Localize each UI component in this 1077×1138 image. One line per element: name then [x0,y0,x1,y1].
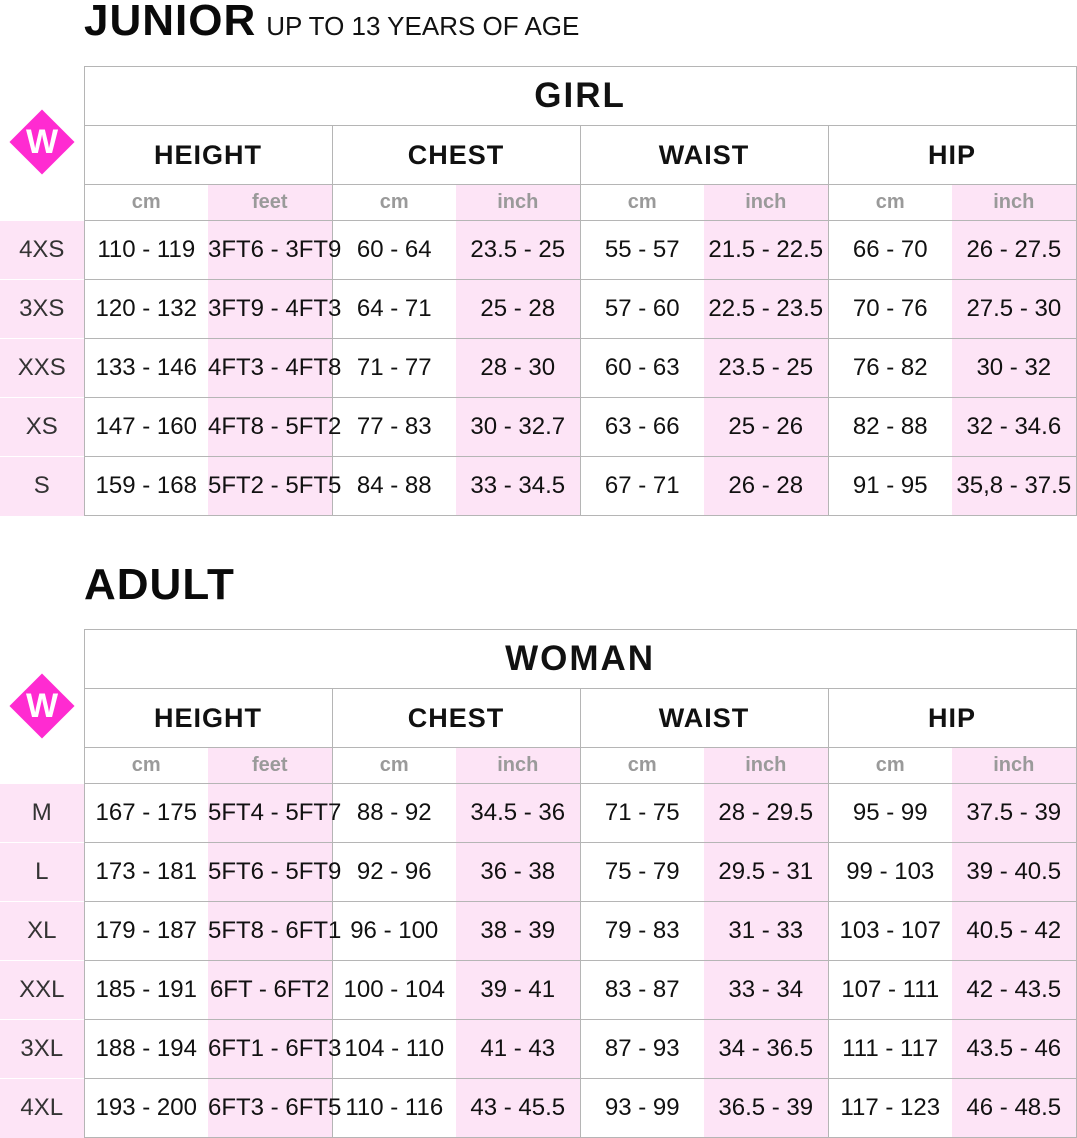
table-cell: 32 - 34.6 [952,398,1076,457]
table-cell: 34 - 36.5 [704,1020,828,1079]
gender-header: WOMAN [84,630,1076,689]
measure-hip: HIP [828,689,1076,748]
table-cell: 25 - 28 [456,280,580,339]
table-cell: 43 - 45.5 [456,1079,580,1138]
table-cell: 120 - 132 [84,280,208,339]
table-cell: 43.5 - 46 [952,1020,1076,1079]
table-row [0,784,1076,843]
size-label: 3XL [0,1020,84,1079]
size-label: XXL [0,961,84,1020]
gender-header: GIRL [84,67,1076,126]
unit-label: cm [580,748,704,784]
unit-label: cm [828,185,952,221]
table-cell: 83 - 87 [580,961,704,1020]
table-cell: 28 - 29.5 [704,784,828,843]
size-label: XL [0,902,84,961]
table-cell: 35,8 - 37.5 [952,457,1076,516]
table-cell: 167 - 175 [84,784,208,843]
table-row [0,339,1076,398]
adult-size-table [0,629,1077,1138]
table-cell: 96 - 100 [332,902,456,961]
table-cell: 70 - 76 [828,280,952,339]
table-cell: 29.5 - 31 [704,843,828,902]
gender-header-row [0,67,1076,126]
size-label: XS [0,398,84,457]
table-cell: 5FT8 - 6FT1 [208,902,332,961]
table-cell: 117 - 123 [828,1079,952,1138]
table-cell: 23.5 - 25 [704,339,828,398]
adult-rows [0,784,1076,1138]
unit-label: inch [704,748,828,784]
table-cell: 34.5 - 36 [456,784,580,843]
table-cell: 4FT8 - 5FT2 [208,398,332,457]
unit-label: inch [704,185,828,221]
table-row [0,221,1076,280]
size-label: XXS [0,339,84,398]
table-row [0,1079,1076,1138]
table-row [0,280,1076,339]
measure-hip: HIP [828,126,1076,185]
table-cell: 30 - 32.7 [456,398,580,457]
table-cell: 26 - 27.5 [952,221,1076,280]
unit-label: feet [208,748,332,784]
table-row [0,1020,1076,1079]
table-cell: 23.5 - 25 [456,221,580,280]
table-cell: 25 - 26 [704,398,828,457]
unit-label: feet [208,185,332,221]
measure-header-row [0,689,1076,748]
table-cell: 5FT4 - 5FT7 [208,784,332,843]
table-cell: 60 - 64 [332,221,456,280]
unit-label: cm [580,185,704,221]
table-cell: 40.5 - 42 [952,902,1076,961]
table-cell: 87 - 93 [580,1020,704,1079]
table-cell: 93 - 99 [580,1079,704,1138]
table-cell: 57 - 60 [580,280,704,339]
table-cell: 39 - 41 [456,961,580,1020]
table-cell: 31 - 33 [704,902,828,961]
unit-label: inch [456,748,580,784]
table-cell: 3FT9 - 4FT3 [208,280,332,339]
table-cell: 75 - 79 [580,843,704,902]
unit-header-row [0,748,1076,784]
table-cell: 63 - 66 [580,398,704,457]
table-cell: 99 - 103 [828,843,952,902]
table-cell: 3FT6 - 3FT9 [208,221,332,280]
size-label: S [0,457,84,516]
size-label: 3XS [0,280,84,339]
table-row [0,398,1076,457]
unit-label: inch [952,185,1076,221]
table-cell: 92 - 96 [332,843,456,902]
table-cell: 188 - 194 [84,1020,208,1079]
measure-waist: WAIST [580,126,828,185]
table-cell: 41 - 43 [456,1020,580,1079]
size-label: L [0,843,84,902]
table-cell: 185 - 191 [84,961,208,1020]
table-cell: 173 - 181 [84,843,208,902]
measure-waist: WAIST [580,689,828,748]
unit-label: cm [84,185,208,221]
table-cell: 66 - 70 [828,221,952,280]
junior-size-table [0,66,1077,516]
table-cell: 30 - 32 [952,339,1076,398]
size-label: M [0,784,84,843]
table-cell: 55 - 57 [580,221,704,280]
badge-letter: W [25,123,59,161]
table-cell: 28 - 30 [456,339,580,398]
measure-height: HEIGHT [84,689,332,748]
table-cell: 33 - 34.5 [456,457,580,516]
table-cell: 42 - 43.5 [952,961,1076,1020]
junior-rows [0,221,1076,516]
table-cell: 4FT3 - 4FT8 [208,339,332,398]
size-label: 4XL [0,1079,84,1138]
table-cell: 133 - 146 [84,339,208,398]
table-cell: 46 - 48.5 [952,1079,1076,1138]
table-cell: 71 - 75 [580,784,704,843]
unit-label: cm [332,185,456,221]
table-cell: 38 - 39 [456,902,580,961]
table-cell: 6FT - 6FT2 [208,961,332,1020]
table-cell: 39 - 40.5 [952,843,1076,902]
table-cell: 21.5 - 22.5 [704,221,828,280]
table-cell: 6FT1 - 6FT3 [208,1020,332,1079]
junior-title: JUNIOR [84,0,257,45]
table-cell: 60 - 63 [580,339,704,398]
table-cell: 22.5 - 23.5 [704,280,828,339]
table-cell: 110 - 119 [84,221,208,280]
unit-label: inch [456,185,580,221]
measure-header-row [0,126,1076,185]
table-cell: 27.5 - 30 [952,280,1076,339]
table-cell: 107 - 111 [828,961,952,1020]
unit-label: cm [84,748,208,784]
table-cell: 91 - 95 [828,457,952,516]
unit-label: cm [332,748,456,784]
table-cell: 67 - 71 [580,457,704,516]
table-cell: 79 - 83 [580,902,704,961]
table-cell: 179 - 187 [84,902,208,961]
table-cell: 95 - 99 [828,784,952,843]
table-cell: 159 - 168 [84,457,208,516]
size-label: 4XS [0,221,84,280]
table-cell: 37.5 - 39 [952,784,1076,843]
table-cell: 110 - 116 [332,1079,456,1138]
table-cell: 76 - 82 [828,339,952,398]
table-row [0,843,1076,902]
measure-height: HEIGHT [84,126,332,185]
table-cell: 77 - 83 [332,398,456,457]
unit-label: cm [828,748,952,784]
unit-label: inch [952,748,1076,784]
table-cell: 64 - 71 [332,280,456,339]
table-cell: 111 - 117 [828,1020,952,1079]
table-cell: 82 - 88 [828,398,952,457]
table-cell: 71 - 77 [332,339,456,398]
adult-heading [84,560,235,610]
junior-heading [84,0,579,46]
table-cell: 36.5 - 39 [704,1079,828,1138]
table-row [0,961,1076,1020]
table-cell: 88 - 92 [332,784,456,843]
measure-chest: CHEST [332,689,580,748]
table-row [0,902,1076,961]
table-cell: 36 - 38 [456,843,580,902]
measure-chest: CHEST [332,126,580,185]
table-cell: 84 - 88 [332,457,456,516]
adult-title: ADULT [84,560,235,609]
table-cell: 104 - 110 [332,1020,456,1079]
unit-header-row [0,185,1076,221]
table-cell: 26 - 28 [704,457,828,516]
table-cell: 103 - 107 [828,902,952,961]
table-cell: 33 - 34 [704,961,828,1020]
junior-subtitle: UP TO 13 YEARS OF AGE [266,11,580,41]
table-cell: 5FT6 - 5FT9 [208,843,332,902]
table-cell: 100 - 104 [332,961,456,1020]
gender-header-row [0,630,1076,689]
badge-letter: W [25,687,59,725]
table-cell: 147 - 160 [84,398,208,457]
table-cell: 193 - 200 [84,1079,208,1138]
table-cell: 6FT3 - 6FT5 [208,1079,332,1138]
table-row [0,457,1076,516]
table-cell: 5FT2 - 5FT5 [208,457,332,516]
